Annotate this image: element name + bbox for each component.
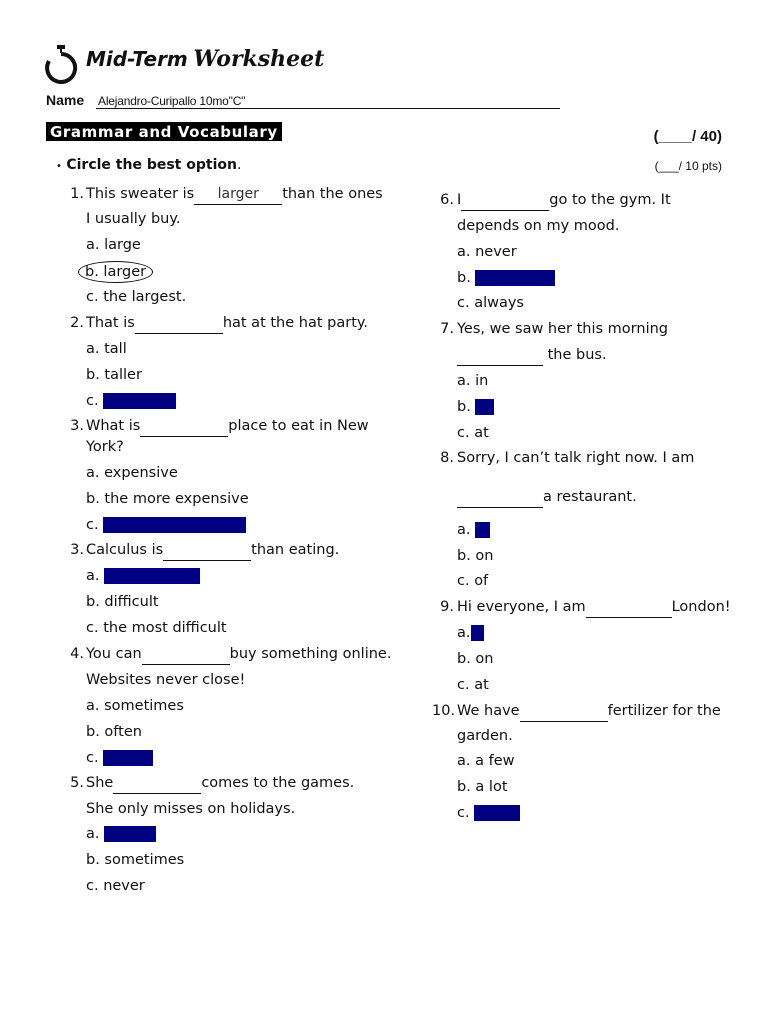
option-b[interactable]: b. on [457, 548, 494, 564]
question-10-line2: garden. [457, 728, 513, 744]
option-c-selected[interactable]: c. always [86, 750, 153, 766]
option-a[interactable]: a. large [86, 237, 141, 253]
answer-blank[interactable] [461, 190, 549, 211]
instruction: • Circle the best option. [56, 157, 242, 173]
option-c[interactable]: c. at [457, 425, 489, 441]
answer-blank[interactable] [135, 313, 223, 334]
question-4-line2: Websites never close! [86, 672, 246, 688]
answer-blank[interactable] [586, 597, 672, 618]
option-c[interactable]: c. the largest. [86, 289, 187, 305]
name-field[interactable]: Alejandro-Curipallo 10mo"C" [96, 94, 560, 109]
option-c[interactable]: c. always [457, 295, 524, 311]
option-b[interactable]: b. the more expensive [86, 491, 249, 507]
question-5-line2: She only misses on holidays. [86, 801, 296, 817]
option-a-selected[interactable]: a. at [457, 522, 490, 538]
option-b[interactable]: b. taller [86, 367, 142, 383]
name-row [46, 92, 560, 109]
answer-blank[interactable] [163, 540, 251, 561]
option-a[interactable]: a. a few [457, 753, 515, 769]
stopwatch-icon [44, 44, 78, 84]
score-total: (____/ 40) [653, 128, 722, 145]
bullet: • [56, 161, 62, 172]
option-c-selected[interactable]: c. the tallest [86, 393, 177, 409]
option-a[interactable]: a. in [457, 373, 489, 389]
answer-blank[interactable] [457, 487, 543, 508]
option-c[interactable]: c. at [457, 677, 489, 693]
option-b-selected[interactable]: b. larger [86, 261, 153, 283]
option-a[interactable]: a. tall [86, 341, 127, 357]
option-b[interactable]: b. often [86, 724, 142, 740]
option-a[interactable]: a. never [457, 244, 517, 260]
name-label: Name [46, 92, 85, 108]
question-3-line2: York? [86, 439, 124, 455]
option-c-selected[interactable]: c. the most expensive [86, 517, 247, 533]
option-b-selected[interactable]: b. on [457, 399, 494, 415]
section-title: Grammar and Vocabulary [46, 122, 282, 141]
option-c[interactable]: c. never [86, 878, 145, 894]
score-part: (___/ 10 pts) [654, 159, 722, 173]
answer-blank[interactable]: larger [194, 184, 282, 205]
question-8-line2: a restaurant. [457, 487, 637, 508]
option-b[interactable]: b. difficult [86, 594, 159, 610]
answer-blank[interactable] [142, 644, 230, 665]
answer-blank[interactable] [113, 773, 201, 794]
option-a-selected[interactable]: a. more difficult [86, 568, 201, 584]
answer-blank[interactable] [520, 701, 608, 722]
option-b-selected[interactable]: b. sometimes [457, 270, 556, 286]
option-a-selected[interactable]: a. usually [86, 826, 156, 842]
option-a[interactable]: a. sometimes [86, 698, 184, 714]
option-a[interactable]: a. expensive [86, 465, 178, 481]
answer-blank[interactable] [457, 345, 543, 366]
option-b[interactable]: b. on [457, 651, 494, 667]
option-c[interactable]: c. of [457, 573, 489, 589]
option-b[interactable]: b. sometimes [86, 852, 185, 868]
option-b[interactable]: b. a lot [457, 779, 508, 795]
page-title: Mid-Term Worksheet [86, 46, 325, 72]
question-7-line2: the bus. [457, 345, 607, 366]
question-1-line2: I usually buy. [86, 211, 181, 227]
answer-blank[interactable] [140, 416, 228, 437]
worksheet-header [44, 42, 464, 86]
option-c-selected[interactable]: c. a little [457, 805, 521, 821]
option-a-selected[interactable]: a.in [457, 625, 484, 641]
option-c[interactable]: c. the most difficult [86, 620, 227, 636]
question-6-line2: depends on my mood. [457, 218, 620, 234]
